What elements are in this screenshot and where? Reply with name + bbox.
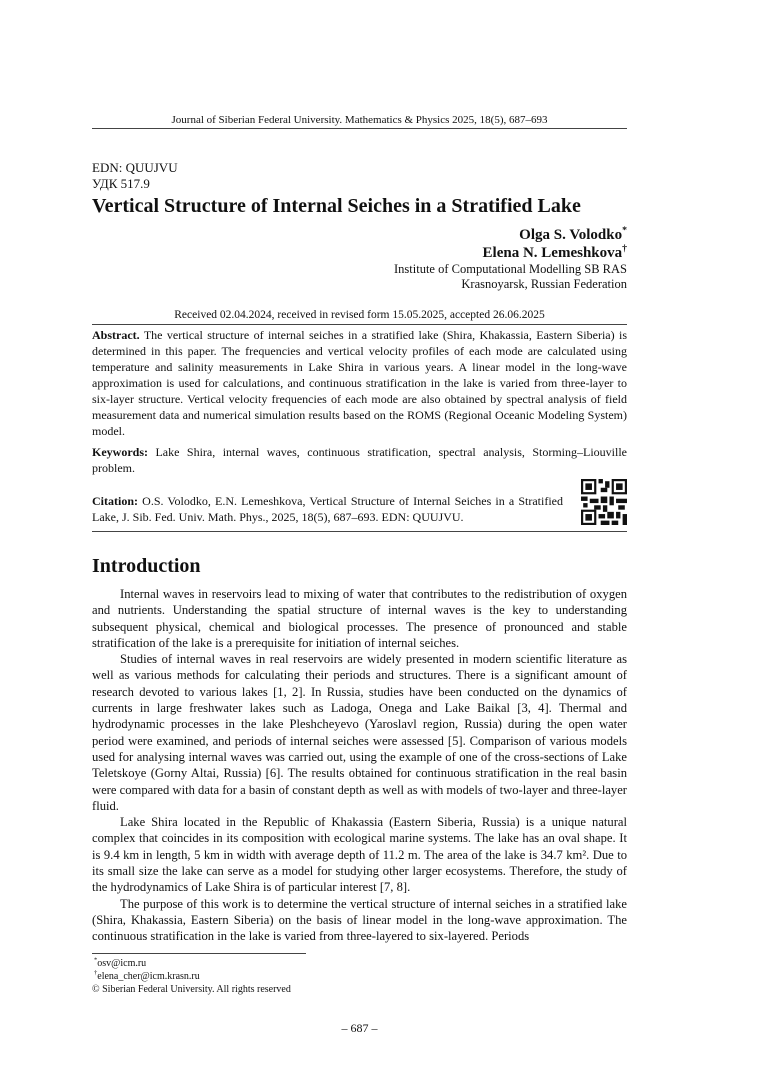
author-1: Olga S. Volodko* <box>519 225 627 243</box>
citation: Citation: O.S. Volodko, E.N. Lemeshkova, Vertical Structure of Internal Seiches in a Stratified Lake, J. Sib. Fed. Univ. Math. Phys., 2025, 18(5), 687–693. EDN: QUUJVU. <box>92 494 564 524</box>
paragraph: Studies of internal waves in real reservoirs are widely presented in modern scientific literature as well as various methods for calculating their periods and structures. There is a significant amount of research devoted to various lakes [1, 2]. In Russia, studies have been conducted on the dynamics of currents in large freshwater lakes such as Ladoga, Onega and Lake Baikal [3, 4]. Thermal and hydrodynamic processes in the lake Pleshcheyevo (Yaroslavl region, Russia) during the open water period were examined, and periods of internal seiches were assessed [5]. Comparison of various models used for analysing internal waves was carried out, using the example of one of the cross-sections of Lake Teletskoye (Gorny Altai, Russia) [6]. The results obtained for continuous stratification in the real basin were compared with data for a basin of constant depth as well as with models of two-layer and three-layer fluid. <box>92 652 627 813</box>
keywords: Keywords: Lake Shira, internal waves, continuous stratification, spectral analysis, Storming–Liouville problem. <box>92 445 628 475</box>
footnote-rule <box>92 953 306 954</box>
paper-title: Vertical Structure of Internal Seiches in a Stratified Lake <box>92 195 581 217</box>
paragraph: Internal waves in reservoirs lead to mixing of water that contributes to the redistribution of oxygen and nutrients. Understanding the spatial structure of internal waves is the key to understanding subsequent physical, chemical and biological processes. The presence of pronounced and stable stratification of the lake is a prerequisite for initiation of internal seiches. <box>92 587 627 650</box>
affiliation-city: Krasnoyarsk, Russian Federation <box>461 277 627 291</box>
section-heading: Introduction <box>92 555 201 577</box>
page <box>92 0 627 1066</box>
paragraph: The purpose of this work is to determine the vertical structure of internal seiches in a stratified lake (Shira, Khakassia, Eastern Siberia) on the basis of linear model in the long-wave approximation. The continuous stratification in the lake is varied from three-layered to six-layered. Periods <box>92 896 627 944</box>
body-text <box>92 586 627 945</box>
footnote-1: *osv@icm.ru <box>94 956 147 969</box>
author-2: Elena N. Lemeshkova† <box>482 243 627 261</box>
received-dates: Received 02.04.2024, received in revised form 15.05.2025, accepted 26.06.2025 <box>174 309 545 321</box>
abstract: Abstract. The vertical structure of internal seiches in a stratified lake (Shira, Khakassia, Eastern Siberia) is determined in this paper. The frequencies and vertical velocity profiles of each mode are calculated using temperature and salinity measurements in Lake Shira in various years. A linear model in the long-wave approximation is used for calculations, and continuous stratification in the lake is varied from three-layer to six-layer structure. Vertical velocity frequencies of each mode are also obtained by spectral analysis of field measurement data and numerical simulation results based on the ROMS (Regional Oceanic Modeling System) model. <box>92 328 627 438</box>
paragraph: Lake Shira located in the Republic of Khakassia (Eastern Siberia, Russia) is a unique natural complex that coincides in its composition with ecological marine systems. The lake has an oval shape. It is 9.4 km in length, 5 km in width with average depth of 11.2 m. The area of the lake is 34.7 km². Due to its small size the lake can serve as a model for studying other larger ecosystems. Therefore, the study of the hydrodynamics of Lake Shira is of particular interest [7, 8]. <box>92 815 627 895</box>
page-number: – 687 – <box>341 1020 378 1035</box>
edn: EDN: QUUJVU <box>92 160 178 175</box>
header-rule <box>92 128 627 129</box>
copyright: © Siberian Federal University. All rights reserved <box>92 983 291 995</box>
abstract-rule-bottom <box>92 531 627 532</box>
running-header: Journal of Siberian Federal University. Mathematics & Physics 2025, 18(5), 687–693 <box>171 114 548 126</box>
qr-code <box>581 479 627 525</box>
footnote-2: †elena_cher@icm.krasn.ru <box>94 969 200 982</box>
abstract-rule-top <box>92 324 627 325</box>
affiliation-institute: Institute of Computational Modelling SB RAS <box>394 262 627 276</box>
citation-row <box>92 479 627 525</box>
udk: УДК 517.9 <box>92 176 150 191</box>
